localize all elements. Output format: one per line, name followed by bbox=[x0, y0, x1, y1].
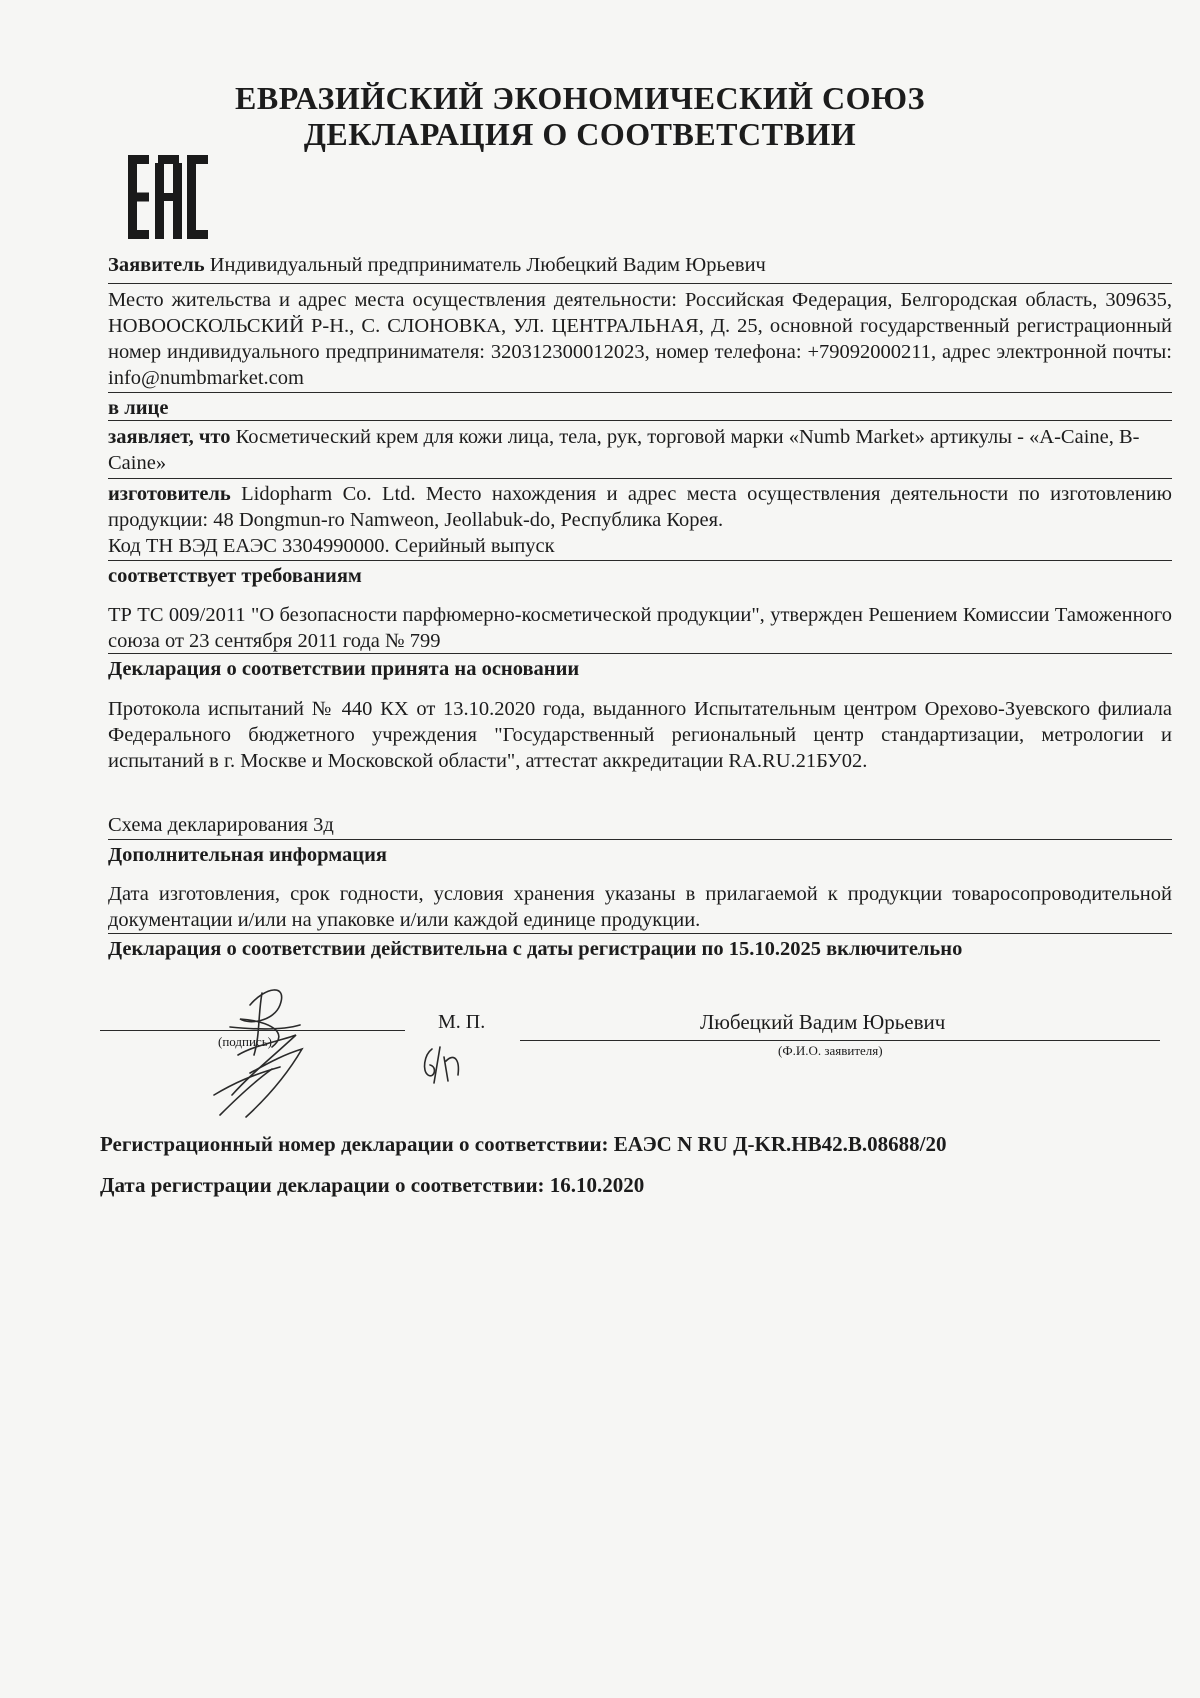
divider bbox=[108, 933, 1172, 934]
document-title: ДЕКЛАРАЦИЯ О СООТВЕТСТВИИ bbox=[303, 116, 857, 152]
applicant-line bbox=[108, 252, 1172, 278]
declares-label: заявляет, что bbox=[108, 426, 231, 448]
applicant-name: Любецкий Вадим Юрьевич bbox=[700, 1010, 946, 1034]
applicant-label: Заявитель bbox=[108, 254, 205, 276]
hs-code: Код ТН ВЭД ЕАЭС 3304990000. Серийный выпуск bbox=[108, 535, 555, 557]
registration-number: Регистрационный номер декларации о соответствии: ЕАЭС N RU Д-KR.НВ42.В.08688/20 bbox=[100, 1132, 947, 1156]
requirements-value: ТР ТС 009/2011 "О безопасности парфюмерно-косметической продукции", утвержден Решением Комиссии Таможенного союза от 23 сентября 2011 года № 799 bbox=[108, 604, 1172, 652]
stamp-label: М. П. bbox=[438, 1011, 486, 1033]
manufacturer-block bbox=[108, 481, 1172, 533]
name-caption: (Ф.И.О. заявителя) bbox=[778, 1043, 883, 1058]
handwritten-stamp-note bbox=[418, 1045, 480, 1085]
eac-logo-icon bbox=[128, 155, 208, 239]
declaration-scheme: Схема декларирования 3д bbox=[108, 814, 334, 836]
represented-by-label: в лице bbox=[108, 397, 169, 419]
applicant-value: Индивидуальный предприниматель Любецкий Вадим Юрьевич bbox=[209, 254, 766, 276]
manufacturer-label: изготовитель bbox=[108, 483, 231, 505]
union-title: ЕВРАЗИЙСКИЙ ЭКОНОМИЧЕСКИЙ СОЮЗ bbox=[235, 80, 925, 116]
divider bbox=[108, 420, 1172, 421]
additional-info-value: Дата изготовления, срок годности, условия хранения указаны в прилагаемой к продукции товаросопроводительной документации и/или на упаковке и/или каждой единице продукции. bbox=[108, 883, 1172, 931]
declares-block bbox=[108, 424, 1172, 476]
basis-label: Декларация о соответствии принята на основании bbox=[108, 658, 580, 680]
validity-statement: Декларация о соответствии действительна с даты регистрации по 15.10.2025 включительно bbox=[108, 938, 963, 960]
requirements-label: соответствует требованиям bbox=[108, 565, 362, 587]
divider bbox=[108, 478, 1172, 479]
basis-value: Протокола испытаний № 440 КХ от 13.10.2020 года, выданного Испытательным центром Орехово-Зуевского филиала Федерального бюджетного учреждения "Государственный региональный центр стандартизации, метрологии и испытаний в г. Москве и Московской области", аттестат аккредитации RA.RU.21БУ02. bbox=[108, 698, 1172, 772]
divider bbox=[108, 560, 1172, 561]
handwritten-signature bbox=[210, 975, 330, 1125]
declares-value: Косметический крем для кожи лица, тела, рук, торговой марки «Numb Market» артикулы - «A-Caine, B-Caine» bbox=[108, 426, 1140, 474]
divider bbox=[108, 392, 1172, 393]
divider bbox=[108, 653, 1172, 654]
name-line bbox=[520, 1040, 1160, 1041]
divider bbox=[108, 839, 1172, 840]
registration-date: Дата регистрации декларации о соответствии: 16.10.2020 bbox=[100, 1173, 645, 1197]
divider bbox=[108, 283, 1172, 284]
applicant-address: Место жительства и адрес места осуществления деятельности: Российская Федерация, Белгородская область, 309635, НОВООСКОЛЬСКИЙ Р-Н., С. СЛОНОВКА, УЛ. ЦЕНТРАЛЬНАЯ, Д. 25, основной государственный регистрационный номер индивидуального предпринимателя: 320312300012023, номер телефона: +79092000211, адрес электронной почты: info@numbmarket.com bbox=[108, 289, 1172, 389]
signature-caption: (подпись) bbox=[218, 1034, 272, 1049]
additional-info-label: Дополнительная информация bbox=[108, 844, 387, 866]
manufacturer-value: Lidopharm Co. Ltd. Место нахождения и адрес места осуществления деятельности по изготовлению продукции: 48 Dongmun-ro Namweon, Jeollabuk-do, Республика Корея. bbox=[108, 483, 1172, 531]
